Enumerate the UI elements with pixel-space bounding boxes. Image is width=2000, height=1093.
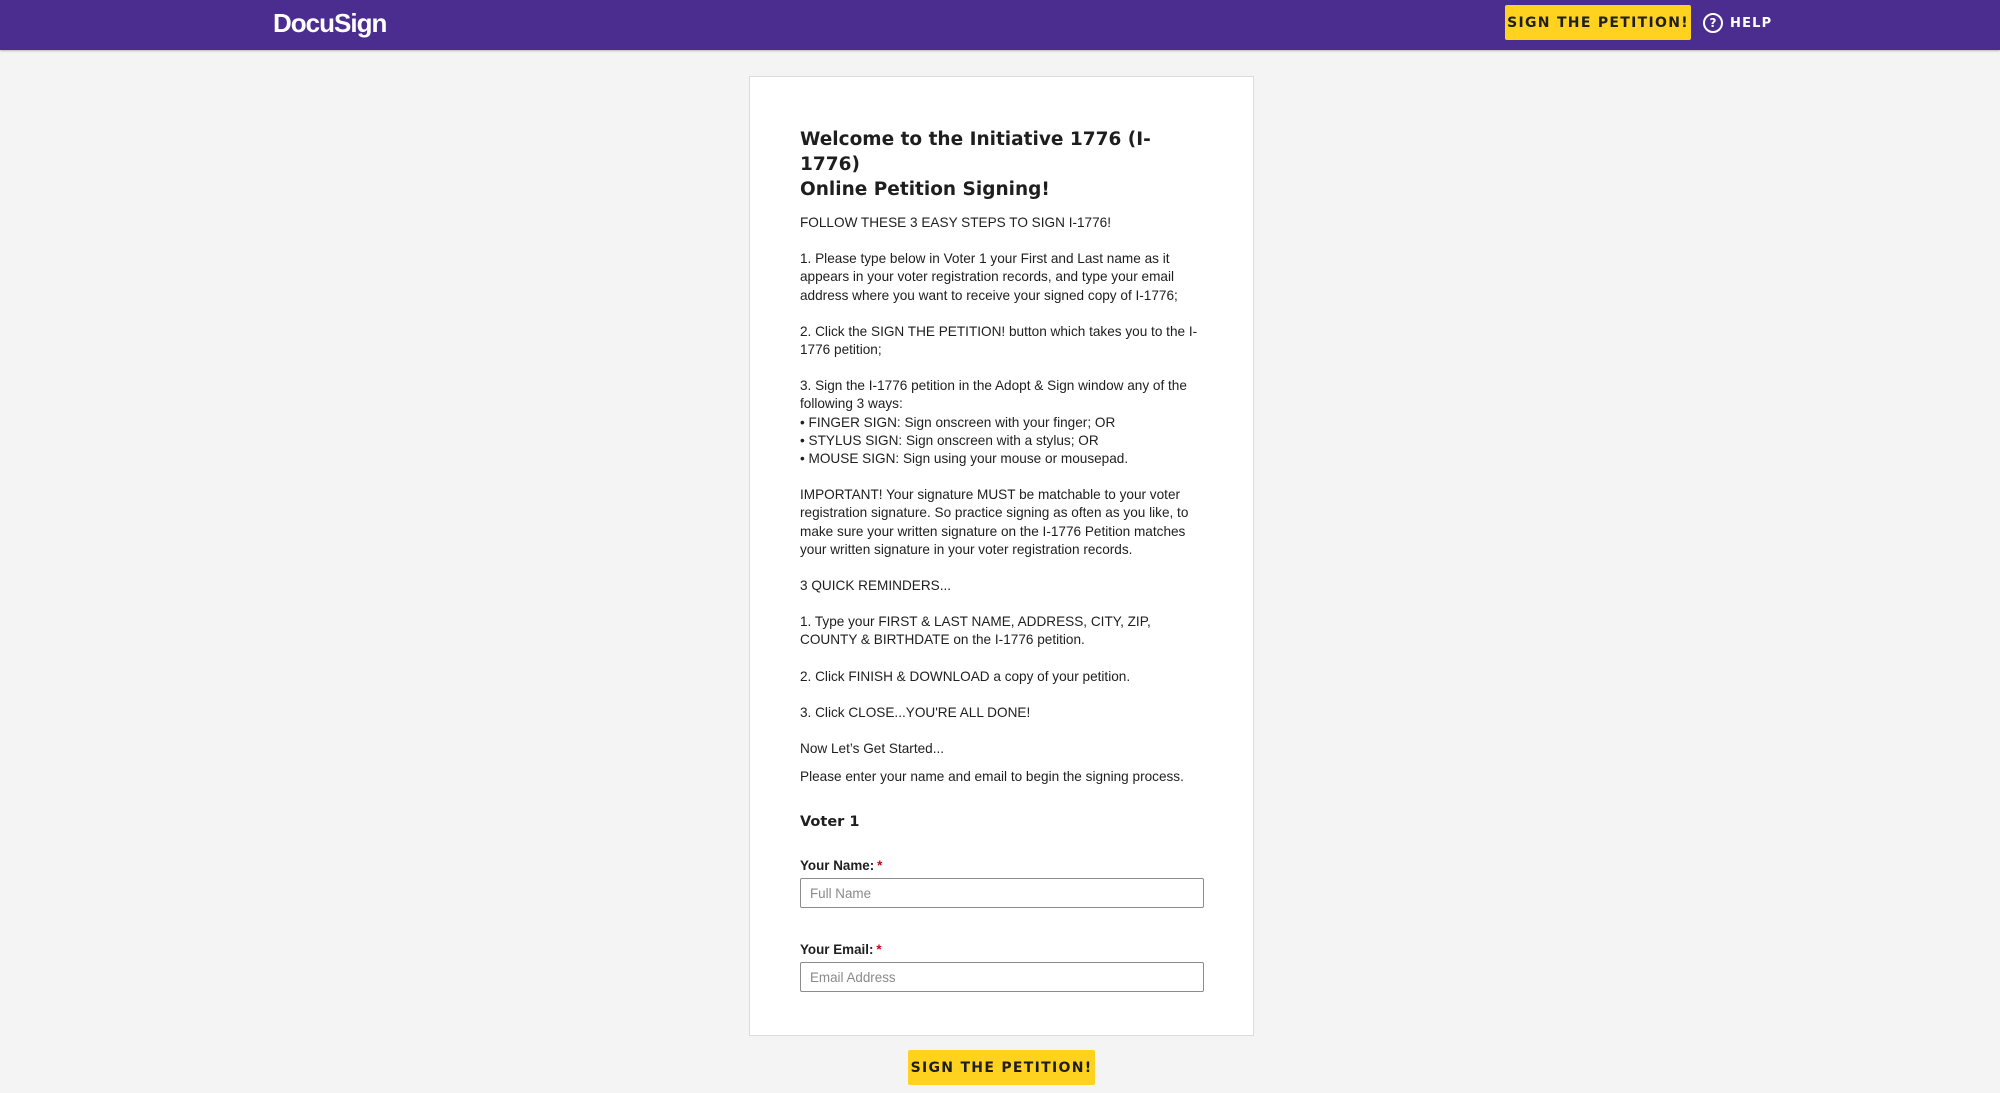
reminder-2-text: 2. Click FINISH & DOWNLOAD a copy of your petition. [800, 668, 1131, 684]
required-marker: * [876, 942, 882, 958]
voter-1-heading: Voter 1 [800, 814, 860, 831]
page-title [800, 127, 1210, 202]
reminder-1-text: 1. Type your FIRST & LAST NAME, ADDRESS, CITY, ZIP, COUNTY & BIRTHDATE on the I-1776 petition. [800, 614, 1151, 648]
top-header-bar [0, 0, 2000, 50]
sign-petition-button[interactable]: SIGN THE PETITION! [908, 1050, 1095, 1085]
email-address-input[interactable] [800, 962, 1204, 992]
title-line-1: Welcome to the Initiative 1776 (I-1776) [800, 129, 1151, 175]
intro-text: FOLLOW THESE 3 EASY STEPS TO SIGN I-1776! [800, 215, 1112, 230]
get-started-text: Now Let’s Get Started... [800, 741, 945, 757]
step-3-block [800, 377, 1210, 468]
step-3-text: 3. Sign the I-1776 petition in the Adopt & Sign window any of the following 3 ways: [800, 378, 1187, 412]
step-3-option-stylus: • STYLUS SIGN: Sign onscreen with a stylus; OR [800, 432, 1099, 448]
full-name-input[interactable] [800, 878, 1204, 908]
header-sign-petition-button[interactable]: SIGN THE PETITION! [1505, 5, 1691, 40]
docusign-logo: DocuSign [273, 8, 387, 38]
step-3-option-finger: • FINGER SIGN: Sign onscreen with your finger; OR [800, 414, 1116, 430]
step-3-option-mouse: • MOUSE SIGN: Sign using your mouse or mousepad. [800, 451, 1129, 467]
card-content [800, 127, 1210, 1025]
title-line-2: Online Petition Signing! [800, 179, 1050, 200]
step-2-text: 2. Click the SIGN THE PETITION! button which takes you to the I-1776 petition; [800, 323, 1198, 358]
step-1-text: 1. Please type below in Voter 1 your First and Last name as it appears in your voter registration records, and type your email address where you want to receive your signed copy of I-1776; [800, 251, 1178, 303]
help-link[interactable] [1703, 12, 1772, 34]
email-field-label [800, 941, 1210, 958]
reminder-3-text: 3. Click CLOSE...YOU'RE ALL DONE! [800, 704, 1031, 720]
email-label-text: Your Email: [800, 942, 874, 958]
name-label-text: Your Name: [800, 858, 875, 874]
required-marker: * [877, 858, 883, 874]
help-label: HELP [1730, 15, 1773, 31]
petition-signing-card [749, 76, 1254, 1036]
form-instructions: Please enter your name and email to begin the signing process. [800, 769, 1184, 785]
help-circle-icon: ? [1703, 13, 1723, 33]
reminders-heading: 3 QUICK REMINDERS... [800, 578, 952, 594]
important-notice: IMPORTANT! Your signature MUST be matchable to your voter registration signature. So practice signing as often as you like, to make sure your written signature on the I-1776 Petition matches your written signature in your voter registration records. [800, 487, 1189, 557]
name-field-label [800, 857, 1210, 874]
